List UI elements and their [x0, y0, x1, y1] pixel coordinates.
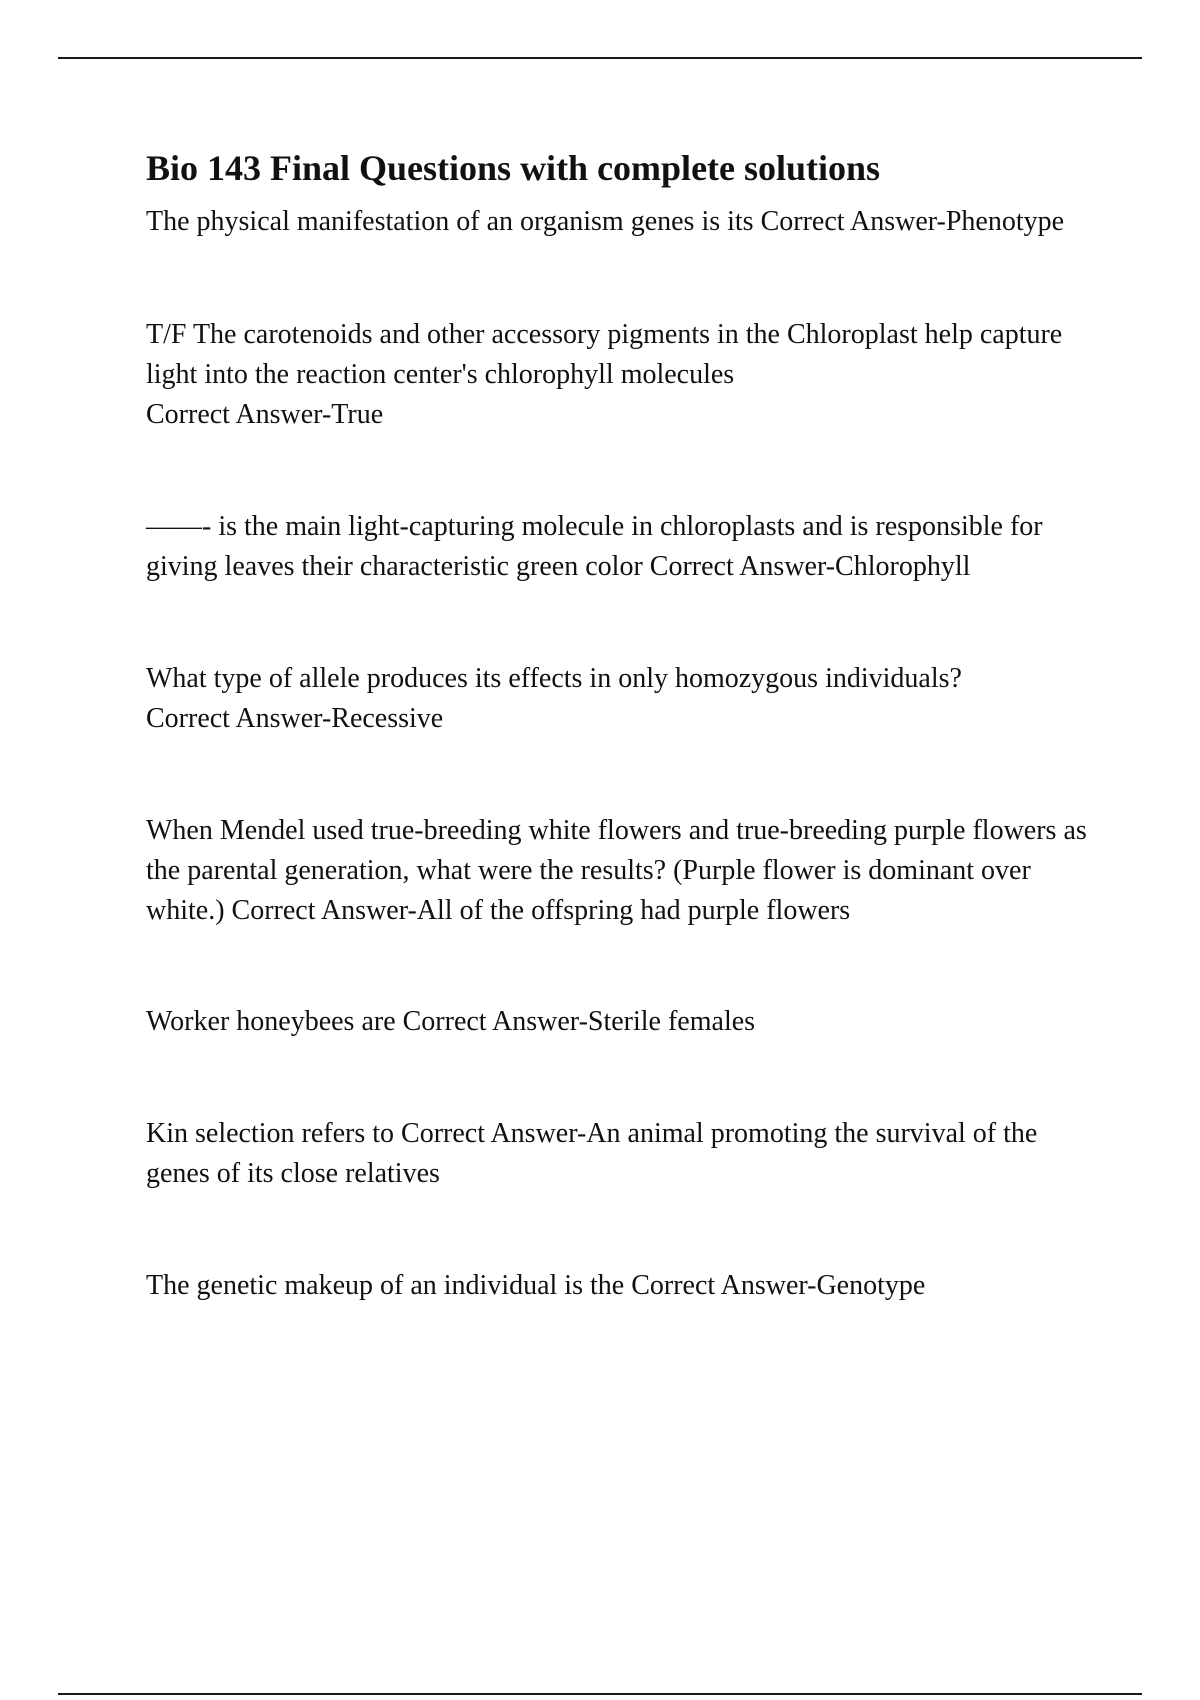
- qa-item: [146, 1002, 1106, 1042]
- footer-rule: [58, 1693, 1142, 1695]
- qa-item: [146, 315, 1106, 435]
- qa-item: [146, 202, 1106, 242]
- answer-text: Correct Answer-Sterile females: [402, 1006, 756, 1037]
- qa-item: [146, 1114, 1106, 1194]
- answer-text: Correct Answer-An animal promoting the survival of the genes of its close relatives: [146, 1118, 1038, 1189]
- answer-text: Correct Answer-Phenotype: [760, 206, 1065, 237]
- qa-item: [146, 659, 1106, 739]
- qa-item: [146, 811, 1106, 931]
- answer-text: Correct Answer-Chlorophyll: [649, 551, 971, 582]
- question-text: When Mendel used true-breeding white flowers and true-breeding purple flowers as the parental generation, what were the results? (Purple flower is dominant over white.): [146, 815, 1087, 926]
- question-text: ——- is the main light-capturing molecule in chloroplasts and is responsible for giving leaves their characteristic green color: [146, 511, 1043, 582]
- qa-item: [146, 1266, 1106, 1306]
- answer-text: Correct Answer-Recessive: [146, 703, 444, 734]
- question-text: The genetic makeup of an individual is the: [146, 1270, 625, 1301]
- question-text: What type of allele produces its effects in only homozygous individuals?: [146, 663, 962, 694]
- question-text: Worker honeybees are: [146, 1006, 396, 1037]
- question-text: The physical manifestation of an organism genes is its: [146, 206, 754, 237]
- answer-text: Correct Answer-All of the offspring had purple flowers: [231, 895, 851, 926]
- question-text: Kin selection refers to: [146, 1118, 395, 1149]
- answer-text: Correct Answer-True: [146, 399, 384, 430]
- document-body: [146, 142, 1106, 1306]
- answer-text: Correct Answer-Genotype: [631, 1270, 926, 1301]
- question-text: T/F The carotenoids and other accessory pigments in the Chloroplast help capture light into the reaction center's chlorophyll molecules: [146, 319, 1063, 390]
- document-title: Bio 143 Final Questions with complete solutions: [146, 148, 881, 188]
- header-rule: [58, 57, 1142, 59]
- qa-item: [146, 507, 1106, 587]
